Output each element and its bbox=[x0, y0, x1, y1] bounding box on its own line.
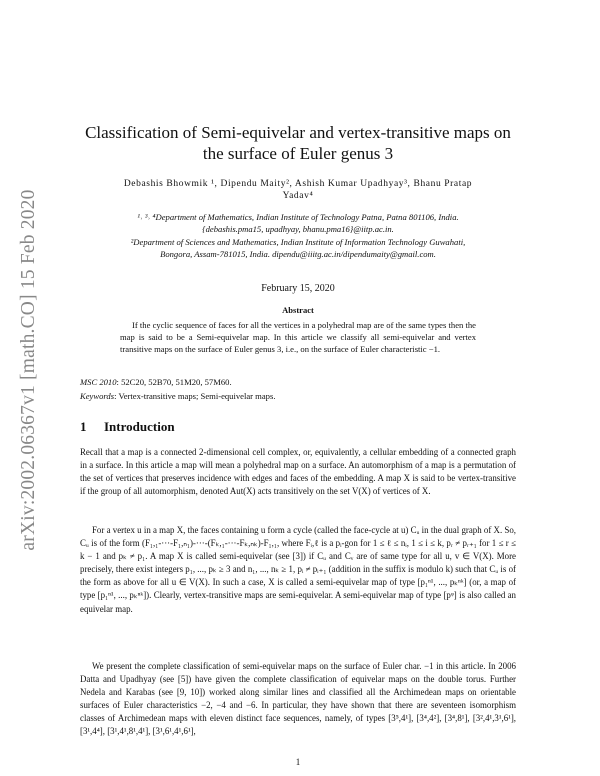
authors-line-1: Debashis Bhowmik ¹, Dipendu Maity², Ashish Kumar Upadhyay³, Bhanu Pratap bbox=[123, 179, 473, 189]
paragraph-2: For a vertex u in a map X, the faces containing u form a cycle (called the face-cycle at u) Cᵤ in the dual graph of X. So, Cᵤ is of the form (F₁,₁-···-F₁,ₙ₁)-···-(Fₖ,₁-···-Fₖ,ₙₖ)-F₁,₁, where Fᵢ,ℓ is a pᵢ-gon for 1 ≤ ℓ ≤ nᵢ, 1 ≤ i ≤ k, pᵣ ≠ pᵣ₊₁ for 1 ≤ r ≤ k − 1 and pₖ ≠ p₁. A map X is called semi-equivelar (see [3]) if Cᵤ and Cᵥ are of same type for all u, v ∈ V(X). More precisely, there exist integers p₁, ..., pₖ ≥ 3 and n₁, ..., nₖ ≥ 1, pᵢ ≠ pᵢ₊₁ (addition in the suffix is modulo k) such that Cᵤ is of the form as above for all u ∈ V(X). In such a case, X is called a semi-equivelar map of type [p₁ⁿ¹, ..., pₖⁿᵏ] (or, a map of type [p₁ⁿ¹, ..., pₖⁿᵏ]). Clearly, vertex-transitive maps are semi-equivelar. A semi-equivelar map of type [pᵠ] is also called an equivelar map. bbox=[80, 525, 516, 614]
keywords bbox=[80, 391, 516, 401]
title-line-2: the surface of Euler genus 3 bbox=[202, 144, 394, 163]
affiliation-2 bbox=[80, 237, 516, 260]
title-line-1: Classification of Semi-equivelar and vertex-transitive maps on bbox=[85, 123, 511, 142]
paper-date: February 15, 2020 bbox=[261, 283, 335, 294]
affiliation-2-line-1: ²Department of Sciences and Mathematics, Indian Institute of Information Technology Guwahati, bbox=[130, 237, 466, 247]
abstract-text: If the cyclic sequence of faces for all the vertices in a polyhedral map are of the same types then the map is said to be a Semi-equivelar map. In this article we classify all semi-equivelar and vertex transitive maps on the surface of Euler genus 3, i.e., on the surface of Euler characteristic −1. bbox=[120, 320, 476, 354]
section-number: 1 bbox=[80, 419, 87, 434]
keywords-label: Keywords bbox=[80, 391, 115, 401]
abstract-heading: Abstract bbox=[282, 305, 314, 315]
msc-classification bbox=[80, 377, 516, 387]
section-title: Introduction bbox=[104, 419, 175, 434]
paragraph-1: Recall that a map is a connected 2-dimensional cell complex, or, equivalently, a cellular embedding of a connected graph in a surface. In this article a map will mean a polyhedral map on a surface. An automorphism of a map is a permutation of the set of vertices that preserves incidence with edges and faces of the embedding. A map X is said to be vertex-transitive if the group of all automorphism, denoted Aut(X) acts transitively on the set V(X) of vertices of X. bbox=[80, 447, 516, 497]
affiliation-2-line-2: Bongora, Assam-781015, India. dipendu@iiitg.ac.in/dipendumaity@gmail.com. bbox=[160, 248, 436, 259]
paper-title bbox=[80, 122, 516, 164]
arxiv-id: arXiv:2002.06367v1 [math.CO] 15 Feb 2020 bbox=[18, 189, 39, 551]
author-list bbox=[80, 178, 516, 202]
affiliation-1-emails: {debashis.pma15, upadhyay, bhanu.pma16}@iitp.ac.in. bbox=[202, 223, 394, 234]
page-number: 1 bbox=[295, 757, 301, 767]
msc-value: : 52C20, 52B70, 51M20, 57M60. bbox=[116, 377, 232, 387]
authors-line-2: Yadav⁴ bbox=[282, 191, 314, 201]
paragraph-3: We present the complete classification of semi-equivelar maps on the surface of Euler char. −1 in this article. In 2006 Datta and Upadhyay (see [5]) have given the complete classification of equivelar maps on the double torus. Further Nedela and Karabas (see [9, 10]) worked along similar lines and classified all the Archimedean maps on orientable surfaces of Euler characteristics −2, −4 and −6. In particular, they have shown that there are seventeen isomorphism classes of Archimedean maps with eleven distinct face sequences, namely, of types [3⁵,4¹], [3⁴,4²], [3⁴,8¹], [3²,4¹,3¹,6¹], [3¹,4⁴], [3¹,4¹,8¹,4¹], [3¹,6¹,4¹,6¹], bbox=[80, 661, 516, 737]
arxiv-sidebar-stamp bbox=[14, 175, 44, 565]
affiliation-1-line-1: ¹˒ ³˒ ⁴Department of Mathematics, Indian Institute of Technology Patna, Patna 801106, India. bbox=[137, 212, 459, 222]
section-heading bbox=[80, 419, 516, 435]
affiliation-1 bbox=[80, 212, 516, 235]
keywords-value: : Vertex-transitive maps; Semi-equivelar maps. bbox=[114, 391, 276, 401]
msc-label: MSC 2010 bbox=[80, 377, 117, 387]
